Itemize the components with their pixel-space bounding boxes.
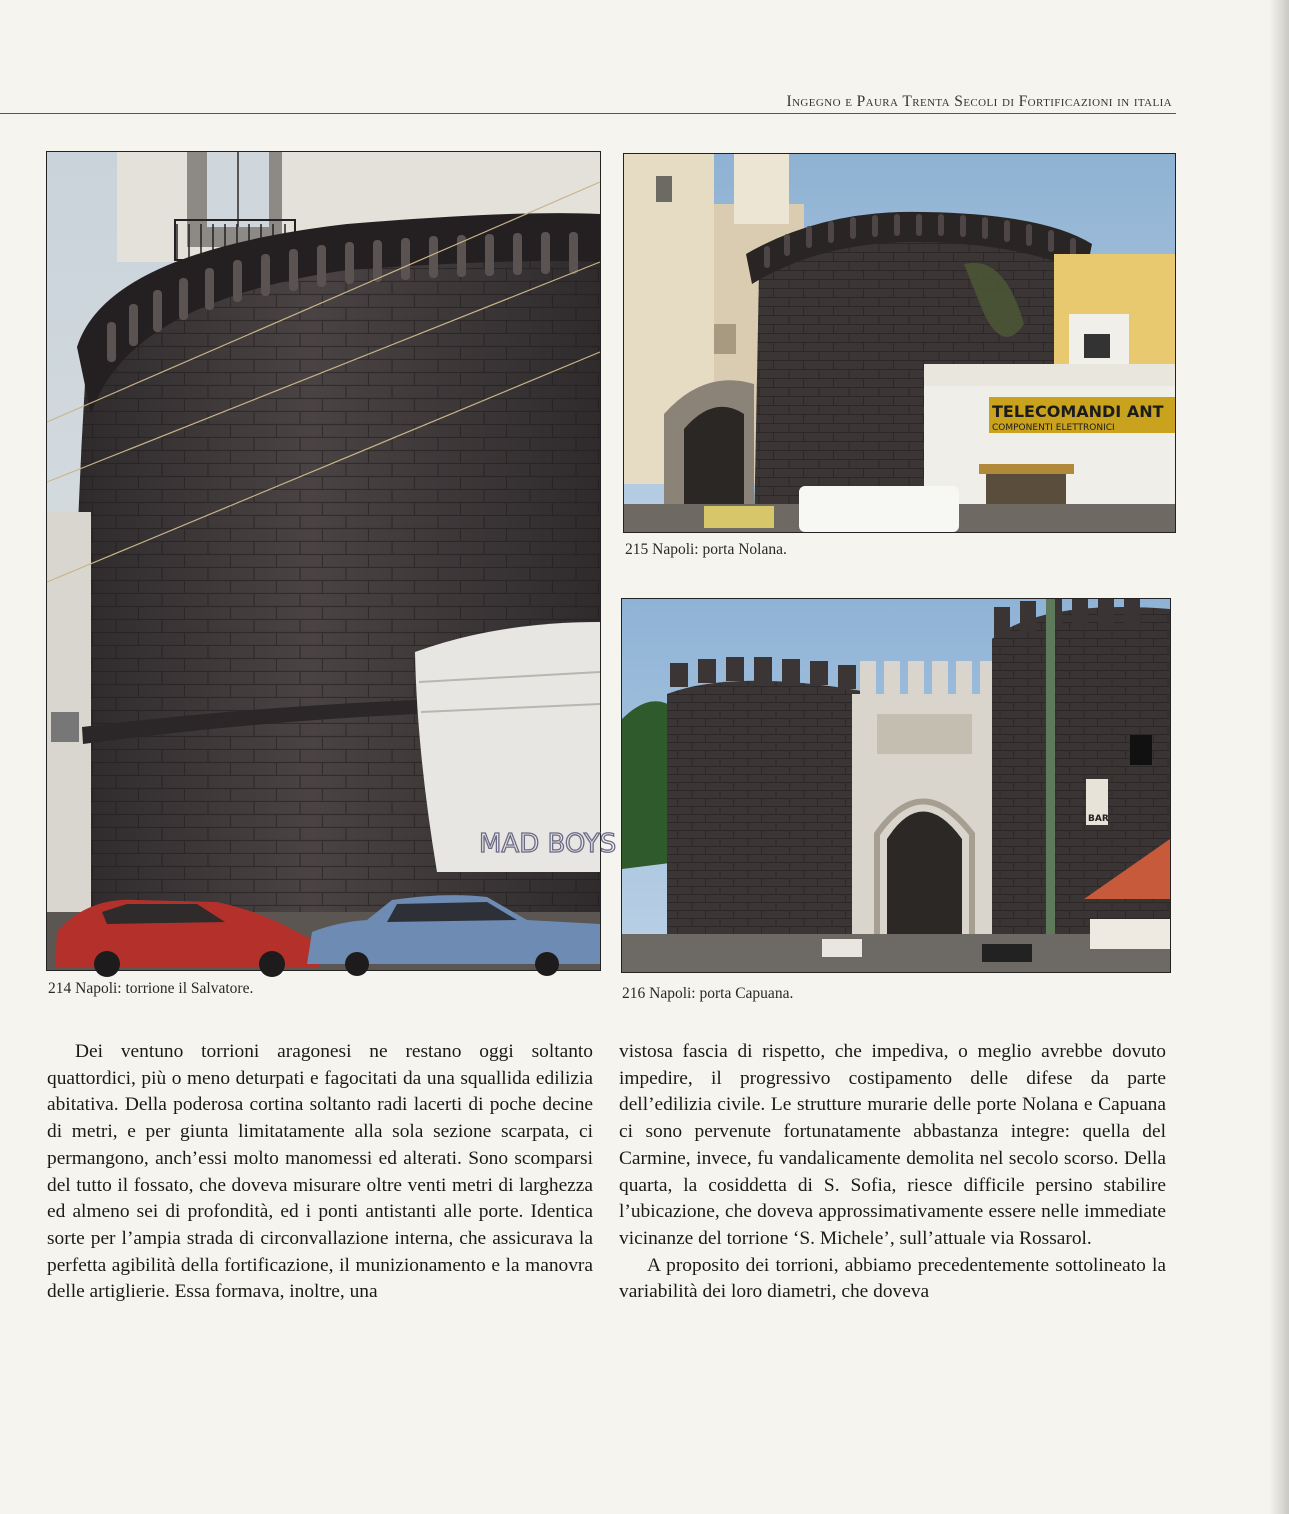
shop-sign-subtext: COMPONENTI ELETTRONICI [992, 423, 1115, 433]
paragraph-left: Dei ventuno torrioni aragonesi ne restano oggi soltanto quattordici, più o meno deturpati e fagocitati da una squallida edilizia abitativa. Della poderosa cortina soltanto radi lacerti di poche decine di metri, e per giunta limitatamente alla sola sezione scarpata, ci permangono, anch’essi molto manomessi ed alterati. Sono scomparsi del tutto il fossato, che doveva misurare oltre venti metri di larghezza ed almeno sei di profondità, ed i ponti antistanti alle porte. Identica sorte per l’ampia strada di circonvallazione interna, che assicurava la perfetta agibilità della fortificazione, il munizionamento e la manovra delle artiglierie. Essa formava, inoltre, una [47, 1041, 593, 1303]
caption-216: 216 Napoli: porta Capuana. [622, 985, 794, 1002]
graffiti-text: MAD BOYS [479, 829, 617, 859]
photo-porta-capuana [621, 598, 1171, 973]
header-rule [0, 113, 1176, 114]
page-gutter-shadow [1269, 0, 1289, 1514]
paragraph-right-2: A proposito dei torrioni, abbiamo precedentemente sottolineato la variabilità dei loro diametri, che doveva [619, 1254, 1166, 1303]
shop-sign-text: TELECOMANDI ANT [992, 402, 1164, 421]
bar-sign-text: BAR [1088, 814, 1109, 824]
body-column-left [47, 1039, 593, 1306]
photo-porta-nolana [623, 153, 1176, 533]
body-column-right [619, 1039, 1166, 1306]
running-head: Ingegno e Paura Trenta Secoli di Fortificazioni in italia [786, 93, 1172, 110]
paragraph-right-1: vistosa fascia di rispetto, che impediva, o meglio avrebbe dovuto impedire, il progressivo costipamento delle difese da parte dell’edilizia civile. Le strutture murarie delle porte Nolana e Capuana ci sono pervenute fortunatamente abbastanza integre: quella del Carmine, invece, fu vandalicamente demolita nel secolo scorso. Della quarta, la cosiddetta di S. Sofia, riesce difficile persino stabilire l’ubicazione, che doveva approssimativamente essere nelle immediate vicinanze del torrione ‘S. Michele’, sull’attuale via Rossarol. [619, 1041, 1166, 1249]
caption-214: 214 Napoli: torrione il Salvatore. [48, 980, 254, 997]
photo-torrione-salvatore [46, 151, 617, 971]
caption-215: 215 Napoli: porta Nolana. [625, 541, 787, 558]
